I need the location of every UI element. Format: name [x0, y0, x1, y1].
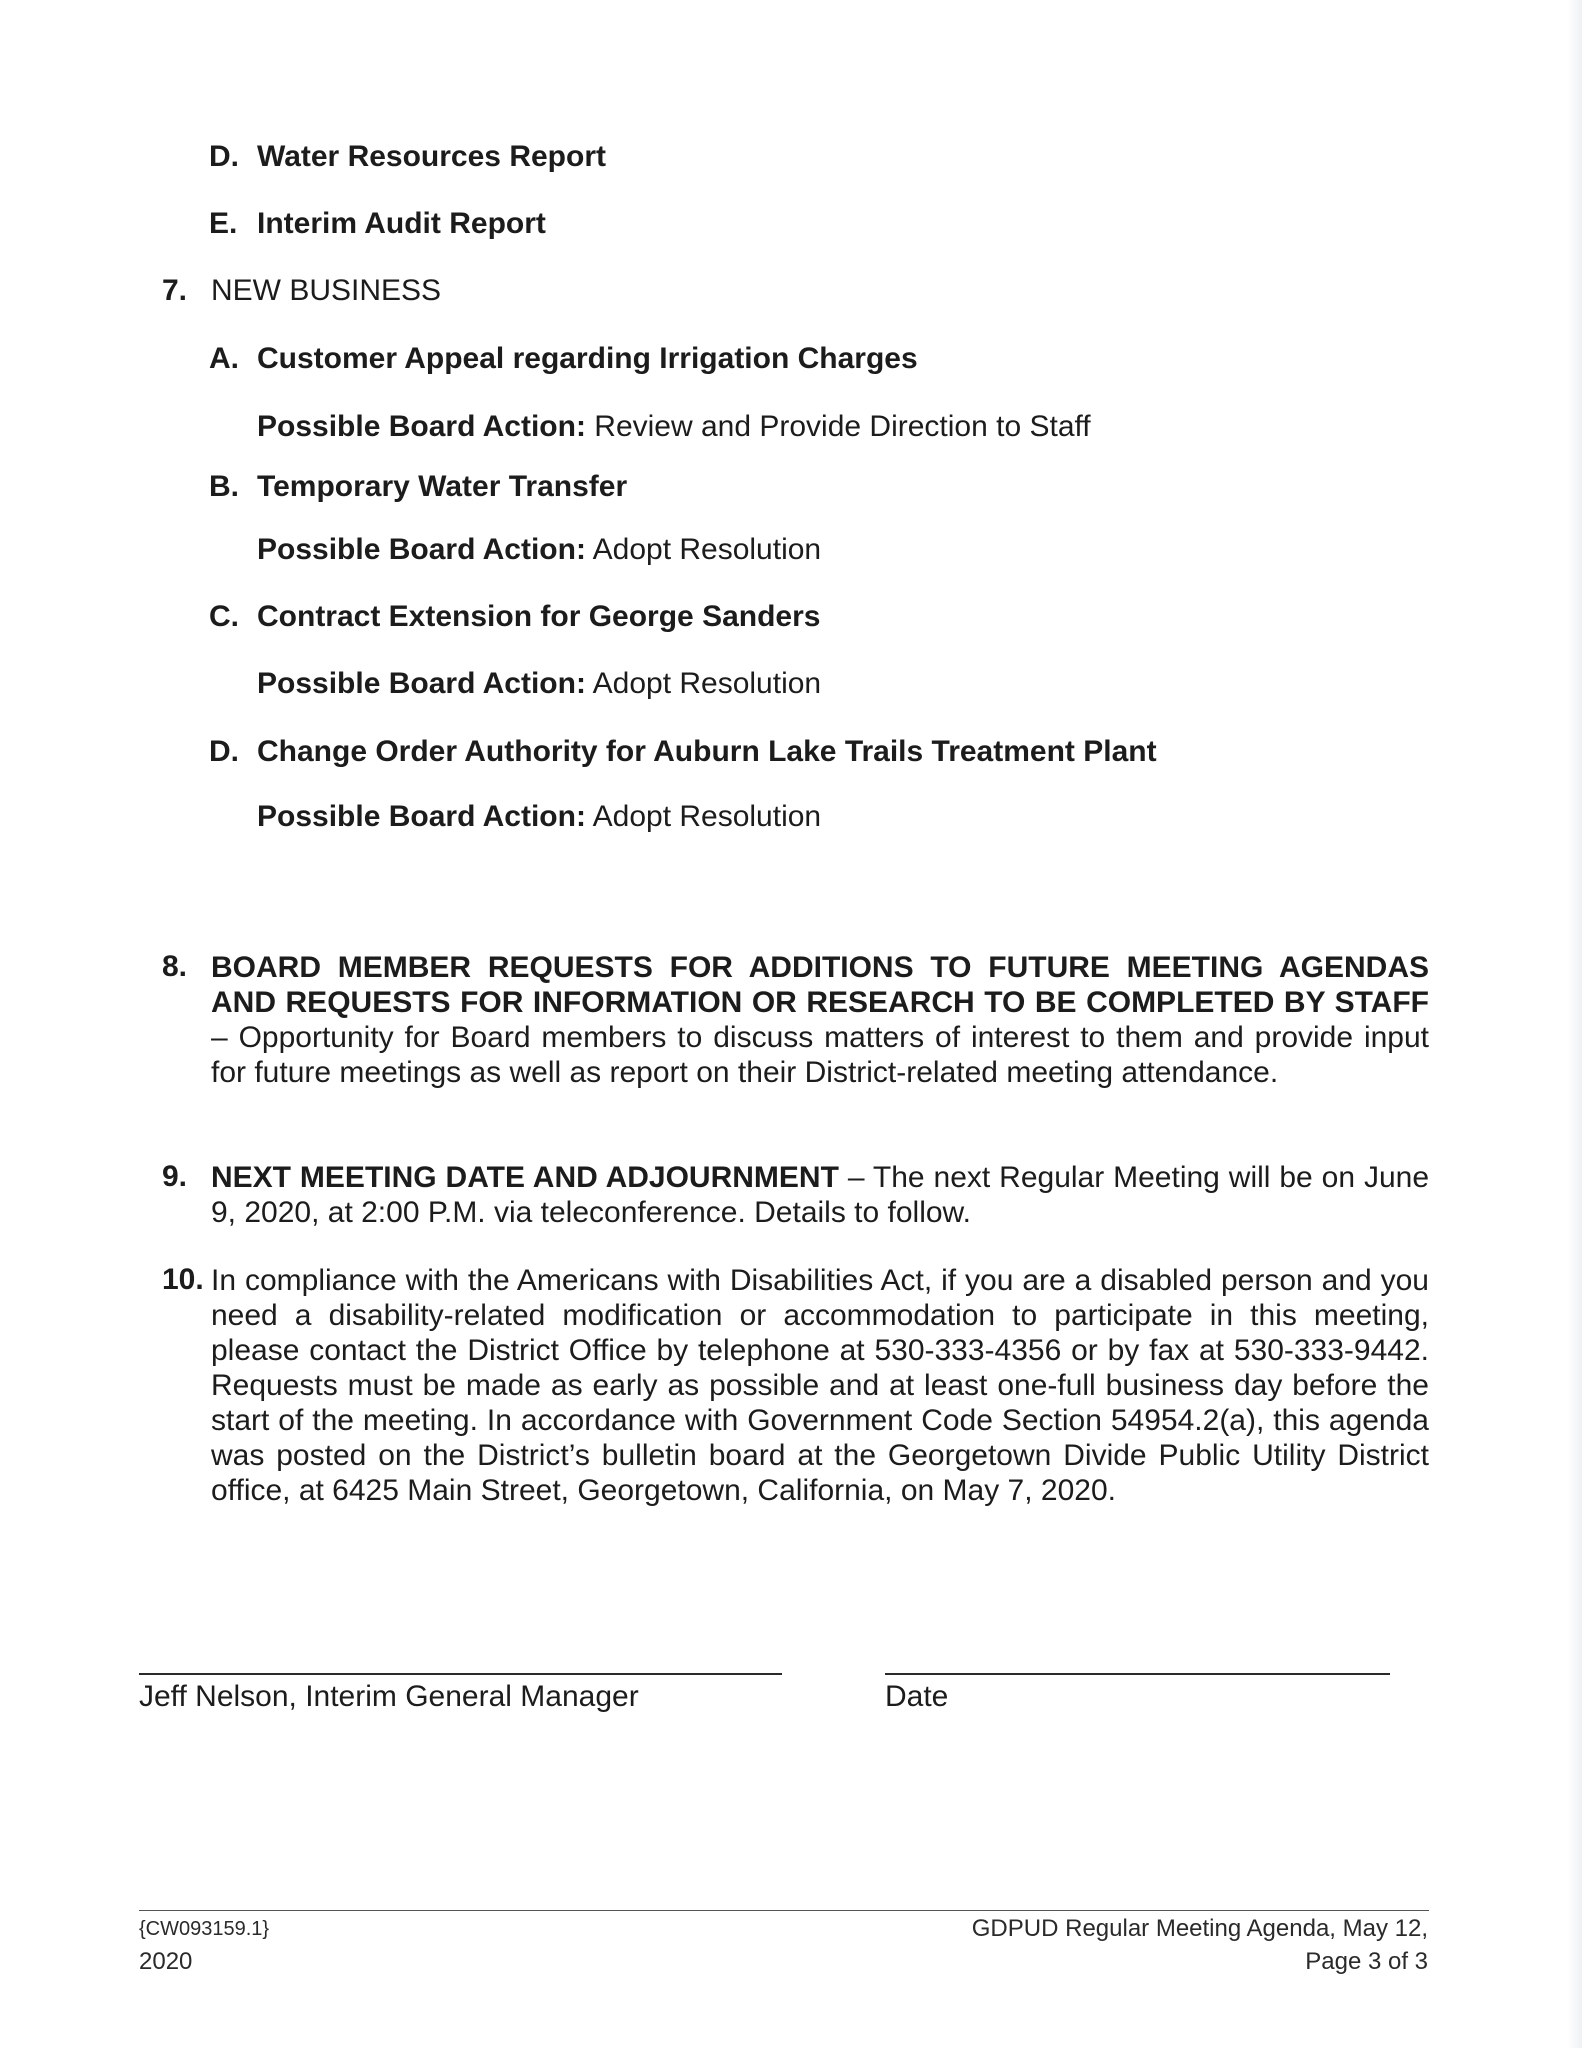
item-d2-title: Change Order Authority for Auburn Lake Trails Treatment Plant: [257, 735, 1157, 768]
item-b-letter: B.: [209, 470, 239, 503]
section-9-number: 9.: [162, 1160, 188, 1193]
section-10-paragraph: In compliance with the Americans with Disabilities Act, if you are a disabled person and you need a disability-related modification or accommodation to participate in this meeting, please contact the District Office by telephone at 530-333-4356 or by fax at 530-333-9442. Requests must be made as early as possible and at least one-full business day before the start of the meeting. In accordance with Government Code Section 54954.2(a), this agenda was posted on the District’s bulletin board at the Georgetown Divide Public Utility District office, at 6425 Main Street, Georgetown, California, on May 7, 2020.: [211, 1264, 1429, 1507]
item-a-letter: A.: [209, 342, 239, 375]
date-label: Date: [885, 1680, 949, 1713]
signature-name: Jeff Nelson, Interim General Manager: [139, 1680, 639, 1713]
footer-rule: [139, 1910, 1429, 1911]
item-d2-action: [257, 800, 821, 834]
action-label: Possible Board Action:: [257, 667, 586, 700]
action-label: Possible Board Action:: [257, 410, 586, 443]
action-text: Review and Provide Direction to Staff: [594, 410, 1091, 443]
section-8-text: – Opportunity for Board members to discuss matters of interest to them and provide input for future meetings as well as report on their District-related meeting attendance.: [211, 1021, 1429, 1089]
action-text: Adopt Resolution: [592, 667, 822, 700]
date-line: [885, 1673, 1390, 1675]
footer-page-number: Page 3 of 3: [1305, 1948, 1428, 1975]
footer-title: GDPUD Regular Meeting Agenda, May 12,: [971, 1915, 1428, 1942]
section-9-text: – The next Regular Meeting will be on June 9, 2020, at 2:00 P.M. via teleconference. Details to follow.: [211, 1161, 1430, 1229]
item-c-action: [257, 667, 821, 701]
action-label: Possible Board Action:: [257, 533, 586, 566]
section-9-paragraph: [211, 1160, 1429, 1230]
footer-year: 2020: [139, 1948, 193, 1975]
item-a-title: Customer Appeal regarding Irrigation Charges: [257, 342, 918, 375]
section-9-heading: NEXT MEETING DATE AND ADJOURNMENT: [211, 1161, 839, 1194]
action-label: Possible Board Action:: [257, 800, 586, 833]
item-a-action: [257, 410, 1091, 444]
item-d-title: Water Resources Report: [257, 140, 606, 173]
section-10-number: 10.: [162, 1263, 204, 1296]
item-b-title: Temporary Water Transfer: [257, 470, 628, 503]
item-d2-letter: D.: [209, 735, 239, 768]
page-edge-shadow: [1568, 0, 1582, 2048]
item-b-action: [257, 533, 821, 567]
item-e-title: Interim Audit Report: [257, 207, 546, 240]
signature-line: [139, 1673, 782, 1675]
item-d-letter: D.: [209, 140, 239, 173]
section-8-heading: BOARD MEMBER REQUESTS FOR ADDITIONS TO FUTURE MEETING AGENDAS AND REQUESTS FOR INFORMATION OR RESEARCH TO BE COMPLETED BY STAFF: [211, 951, 1429, 1019]
footer-doc-id: {CW093159.1}: [139, 1918, 270, 1940]
section-8-number: 8.: [162, 950, 188, 983]
item-e-letter: E.: [209, 207, 238, 240]
item-c-letter: C.: [209, 600, 239, 633]
section-7-number: 7.: [162, 274, 188, 307]
action-text: Adopt Resolution: [592, 533, 822, 566]
action-text: Adopt Resolution: [592, 800, 822, 833]
item-c-title: Contract Extension for George Sanders: [257, 600, 821, 633]
section-7-title: [211, 274, 441, 308]
section-7-title-text: NEW BUSINESS: [211, 274, 442, 307]
section-8-paragraph: [211, 950, 1429, 1090]
